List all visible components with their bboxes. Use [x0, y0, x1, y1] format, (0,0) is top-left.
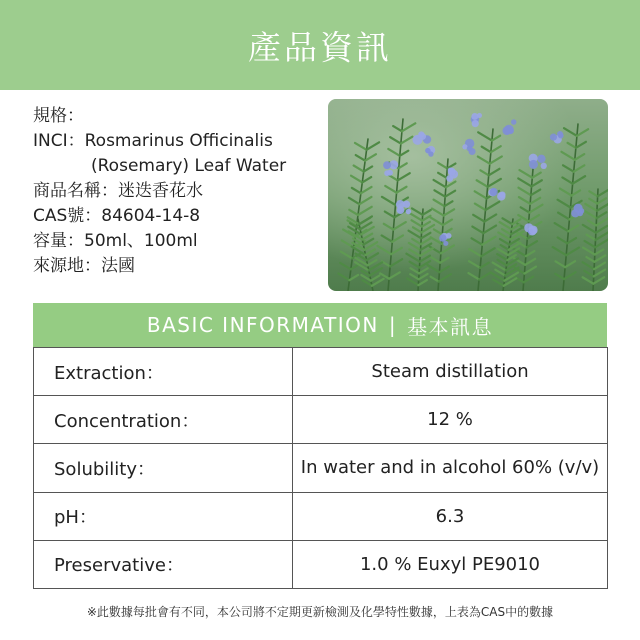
spec-list [33, 104, 323, 279]
row-label: Preservative： [34, 540, 293, 588]
basic-information-banner [33, 303, 607, 347]
banner-separator: | [388, 313, 398, 337]
row-label: Concentration： [34, 396, 293, 444]
row-value: 12 % [293, 396, 608, 444]
row-value: 1.0 % Euxyl PE9010 [293, 540, 608, 588]
spec-inci-continued: (Rosemary) Leaf Water [91, 156, 287, 176]
banner-title-zh: 基本訊息 [407, 314, 494, 339]
row-label: Solubility： [34, 444, 293, 492]
row-value: Steam distillation [293, 348, 608, 396]
table-row [34, 444, 608, 492]
rosemary-plant-photo [328, 99, 608, 291]
spec-inci: INCI：Rosmarinus Officinalis [33, 131, 273, 151]
spec-capacity: 容量：50ml、100ml [33, 231, 198, 251]
row-value: In water and in alcohol 60% (v/v) [293, 444, 608, 492]
spec-cas: CAS號：84604-14-8 [33, 206, 201, 226]
table-row [34, 396, 608, 444]
spec-origin: 來源地：法國 [33, 256, 135, 276]
basic-information-table [33, 347, 608, 589]
page-header [0, 0, 640, 90]
table-row [34, 492, 608, 540]
row-label: Extraction： [34, 348, 293, 396]
footnote: ※此數據每批會有不同，本公司將不定期更新檢測及化學特性數據，上表為CAS中的數據 [86, 605, 554, 619]
banner-title-en: BASIC INFORMATION [146, 313, 379, 337]
table-row [34, 348, 608, 396]
rosemary-illustration [328, 99, 608, 291]
spec-label: 規格： [33, 106, 84, 126]
row-label: pH： [34, 492, 293, 540]
table-row [34, 540, 608, 588]
page-title: 產品資訊 [248, 27, 392, 67]
row-value: 6.3 [293, 492, 608, 540]
spec-product-name: 商品名稱：迷迭香花水 [33, 181, 203, 201]
